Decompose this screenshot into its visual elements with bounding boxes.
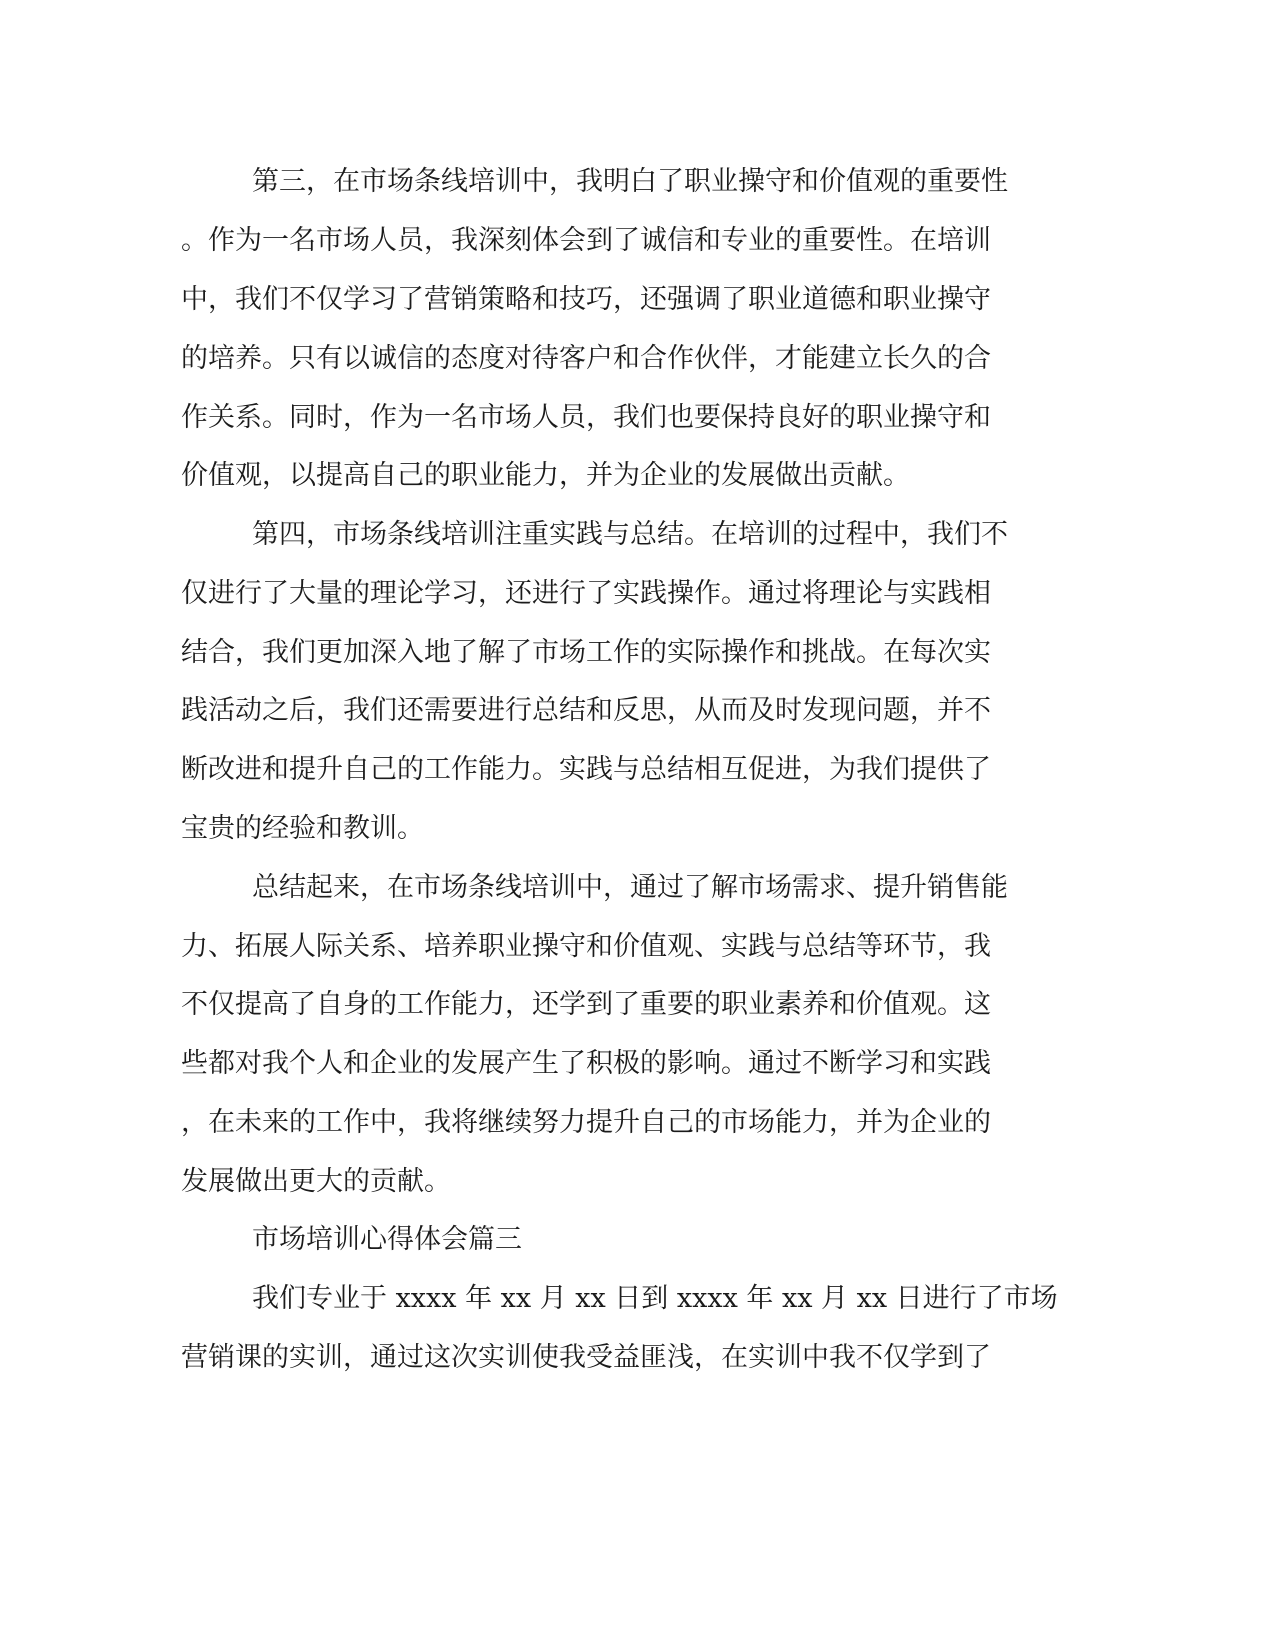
text-line: 力、拓展人际关系、培养职业操守和价值观、实践与总结等环节，我 xyxy=(181,931,991,962)
text-line: 些都对我个人和企业的发展产生了积极的影响。通过不断学习和实践 xyxy=(181,1048,991,1079)
text-line: 我们专业于 xxxx 年 xx 月 xx 日到 xxxx 年 xx 月 xx 日进行了市场 xyxy=(252,1283,1058,1314)
text-line: ，在未来的工作中，我将继续努力提升自己的市场能力，并为企业的 xyxy=(181,1107,991,1138)
text-line: 中，我们不仅学习了营销策略和技巧，还强调了职业道德和职业操守 xyxy=(181,284,991,315)
text-line: 宝贵的经验和教训。 xyxy=(181,813,424,844)
text-line: 践活动之后，我们还需要进行总结和反思，从而及时发现问题，并不 xyxy=(181,695,991,726)
text-line: 仅进行了大量的理论学习，还进行了实践操作。通过将理论与实践相 xyxy=(181,578,991,609)
text-line: 断改进和提升自己的工作能力。实践与总结相互促进，为我们提供了 xyxy=(181,754,991,785)
text-line: 不仅提高了自身的工作能力，还学到了重要的职业素养和价值观。这 xyxy=(181,989,991,1020)
text-line: 营销课的实训，通过这次实训使我受益匪浅，在实训中我不仅学到了 xyxy=(181,1342,991,1373)
text-line: 第四，市场条线培训注重实践与总结。在培训的过程中，我们不 xyxy=(252,519,1008,550)
section-heading: 市场培训心得体会篇三 xyxy=(252,1224,522,1255)
text-line: 价值观，以提高自己的职业能力，并为企业的发展做出贡献。 xyxy=(181,460,910,491)
text-line: 发展做出更大的贡献。 xyxy=(181,1166,451,1197)
text-line: 的培养。只有以诚信的态度对待客户和合作伙伴，才能建立长久的合 xyxy=(181,343,991,374)
text-line: 作关系。同时，作为一名市场人员，我们也要保持良好的职业操守和 xyxy=(181,402,991,433)
text-line: 。作为一名市场人员，我深刻体会到了诚信和专业的重要性。在培训 xyxy=(181,225,991,256)
text-line: 总结起来，在市场条线培训中，通过了解市场需求、提升销售能 xyxy=(252,872,1008,903)
text-line: 第三，在市场条线培训中，我明白了职业操守和价值观的重要性 xyxy=(252,166,1008,197)
text-line: 结合，我们更加深入地了解了市场工作的实际操作和挑战。在每次实 xyxy=(181,637,991,668)
